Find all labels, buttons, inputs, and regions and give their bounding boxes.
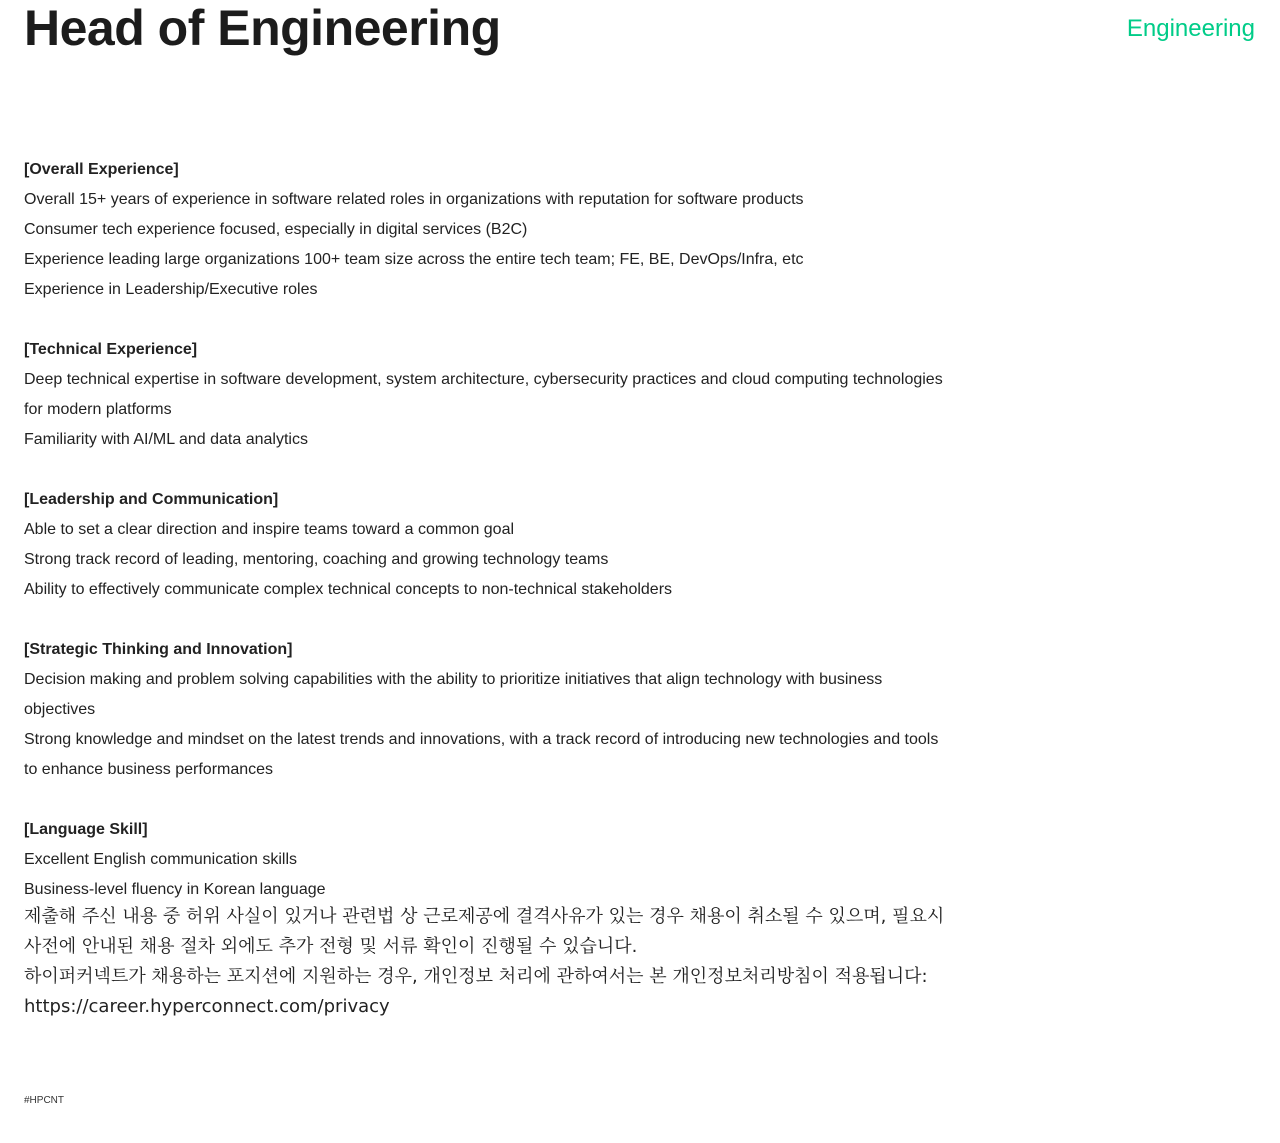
requirement-line: Experience in Leadership/Executive roles [24, 281, 318, 298]
requirement-line: Consumer tech experience focused, especially in digital services (B2C) [24, 221, 528, 238]
section-title: [Strategic Thinking and Innovation] [24, 641, 293, 658]
section-title: [Leadership and Communication] [24, 491, 279, 508]
requirement-line: Deep technical expertise in software development, system architecture, cybersecurity practices and cloud computing technologies for modern platforms [24, 371, 943, 418]
requirement-line: Strong knowledge and mindset on the latest trends and innovations, with a track record of introducing new technologies and tools to enhance business performances [24, 731, 939, 778]
requirement-line: Decision making and problem solving capabilities with the ability to prioritize initiatives that align technology with business objectives [24, 671, 883, 718]
requirement-line: Experience leading large organizations 100+ team size across the entire tech team; FE, BE, DevOps/Infra, etc [24, 251, 804, 268]
section-language-skill [24, 815, 944, 905]
notice-privacy: 하이퍼커넥트가 채용하는 포지션에 지원하는 경우, 개인정보 처리에 관하여서는 본 개인정보처리방침이 적용됩니다: https://career.hyperconnect.com/privacy [24, 966, 928, 1017]
section-technical-experience [24, 335, 944, 455]
section-title: [Language Skill] [24, 821, 148, 838]
requirement-line: Excellent English communication skills [24, 851, 297, 868]
requirement-line: Familiarity with AI/ML and data analytics [24, 431, 308, 448]
requirement-line: Overall 15+ years of experience in software related roles in organizations with reputation for software products [24, 191, 804, 208]
requirement-line: Able to set a clear direction and inspire teams toward a common goal [24, 521, 515, 538]
section-overall-experience [24, 155, 944, 305]
section-title: [Technical Experience] [24, 341, 198, 358]
requirement-line: Strong track record of leading, mentoring, coaching and growing technology teams [24, 551, 609, 568]
requirement-line: Business-level fluency in Korean language [24, 881, 326, 898]
section-strategic-thinking [24, 635, 944, 785]
job-description [24, 155, 944, 905]
page-title: Head of Engineering [24, 0, 501, 56]
category-link[interactable]: Engineering [1126, 15, 1255, 42]
footer-hashtag: #HPCNT [24, 1095, 65, 1106]
notice-disclaimer: 제출해 주신 내용 중 허위 사실이 있거나 관련법 상 근로제공에 결격사유가 있는 경우 채용이 취소될 수 있으며, 필요시 사전에 안내된 채용 절차 외에도 추가 전형 및 서류 확인이 진행될 수 있습니다. [24, 906, 945, 957]
hiring-notice [24, 902, 964, 1022]
section-leadership-communication [24, 485, 944, 605]
requirement-line: Ability to effectively communicate complex technical concepts to non-technical stakeholders [24, 581, 673, 598]
section-title: [Overall Experience] [24, 161, 179, 178]
